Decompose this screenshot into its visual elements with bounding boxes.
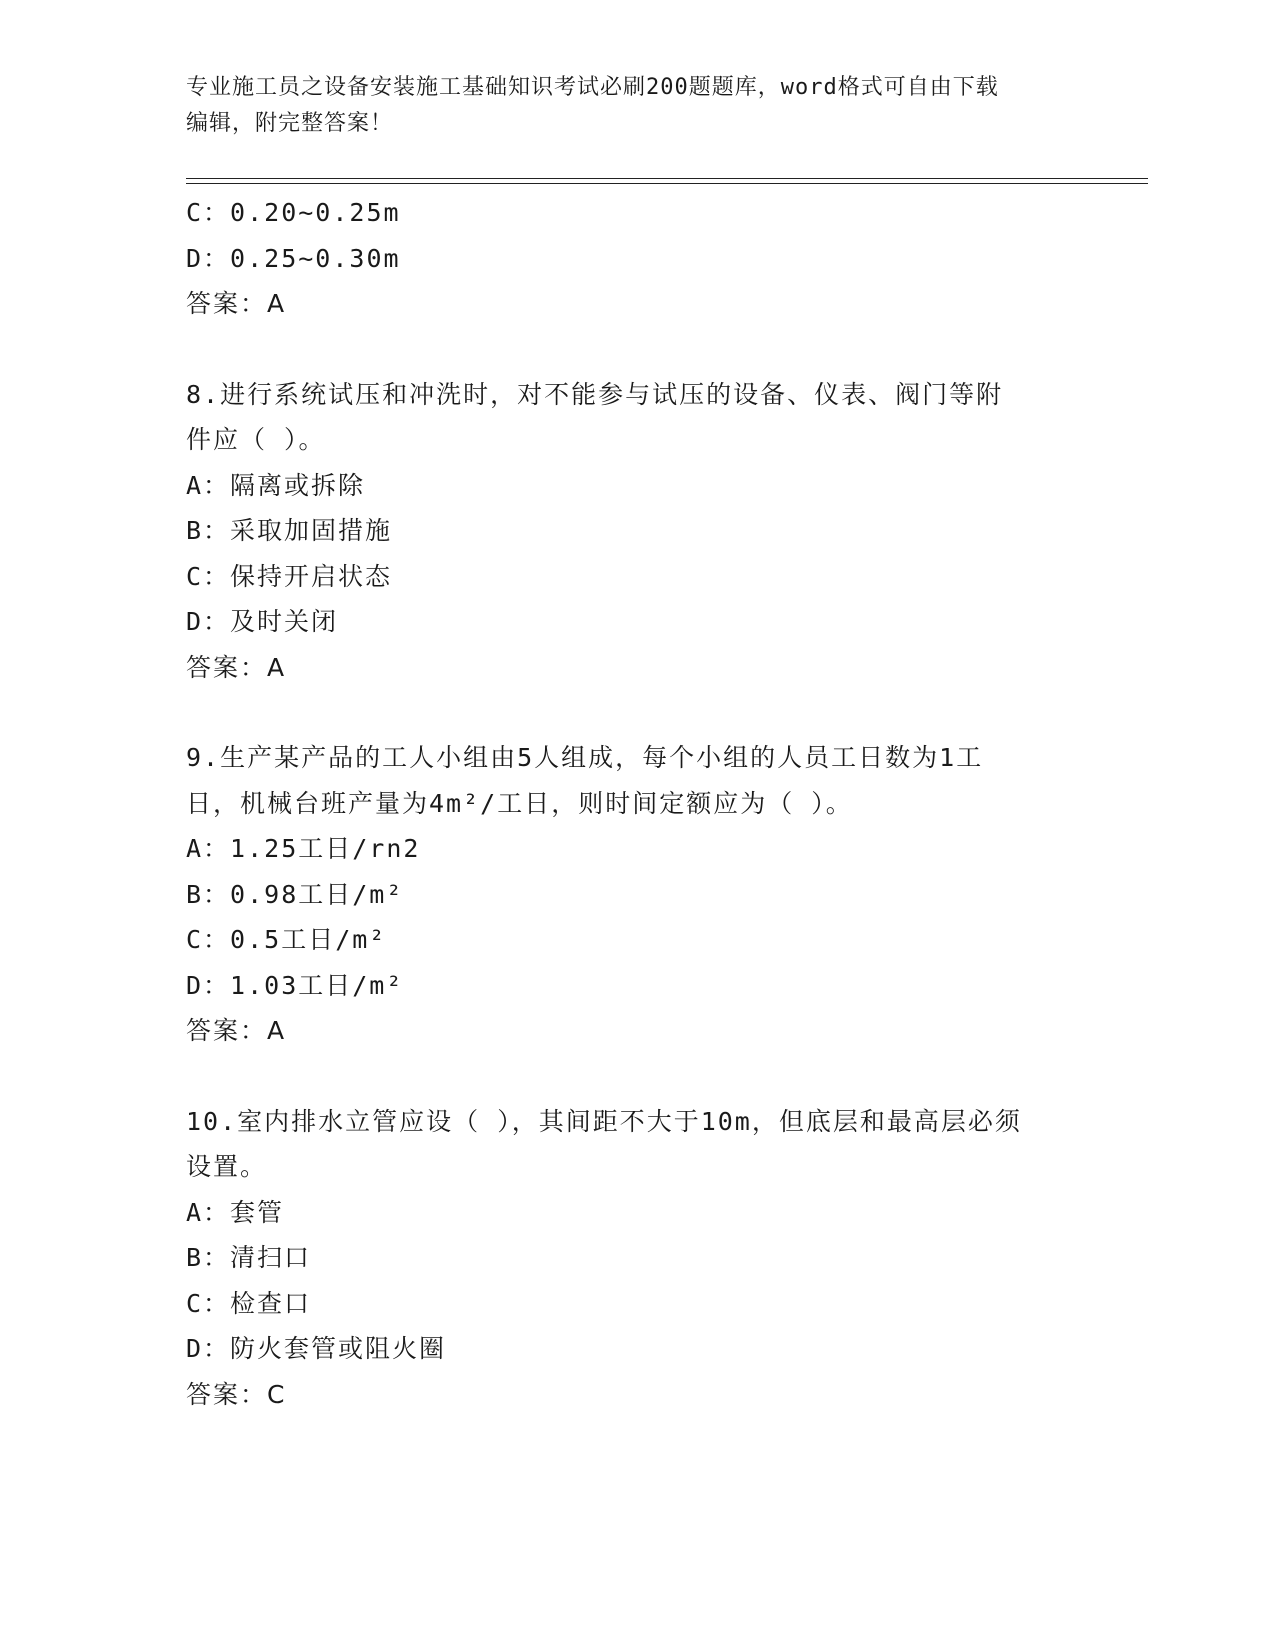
header-line-2: 编辑，附完整答案！: [186, 111, 394, 136]
question-stem: 日，机械台班产量为4m²/工日，则时间定额应为（ ）。: [186, 788, 853, 818]
option-d: D：防火套管或阻火圈: [186, 1334, 447, 1363]
option-a: A：隔离或拆除: [186, 470, 366, 500]
header-divider-top: [186, 178, 1148, 179]
option-c: C：检查口: [186, 1288, 312, 1318]
option-b: B：采取加固措施: [186, 516, 393, 545]
question-block-10: [186, 1099, 1086, 1418]
question-block-7: [186, 190, 1086, 327]
answer-line: 答案：A: [186, 652, 287, 682]
header-line-1: 专业施工员之设备安装施工基础知识考试必刷200题题库，word格式可自由下载: [186, 75, 999, 100]
answer-line: 答案：A: [186, 289, 287, 318]
option-d: D：1.03工日/m²: [186, 970, 404, 1000]
spacer: [186, 1054, 1086, 1099]
option-d: D：0.25~0.30m: [186, 243, 401, 273]
option-c: C：0.20~0.25m: [186, 198, 401, 227]
question-stem: 10.室内排水立管应设（ ），其间距不大于10m，但底层和最高层必须: [186, 1106, 1022, 1136]
question-block-8: [186, 372, 1086, 691]
question-stem: 8.进行系统试压和冲洗时，对不能参与试压的设备、仪表、阀门等附: [186, 379, 1004, 409]
option-d: D：及时关闭: [186, 607, 339, 636]
option-c: C：0.5工日/m²: [186, 925, 387, 954]
header-divider-bottom: [186, 183, 1148, 184]
question-stem: 9.生产某产品的工人小组由5人组成，每个小组的人员工日数为1工: [186, 743, 984, 772]
question-list: [186, 190, 1086, 1417]
option-a: A：1.25工日/rn2: [186, 834, 421, 863]
option-a: A：套管: [186, 1197, 285, 1227]
answer-line: 答案：C: [186, 1379, 287, 1409]
option-b: B：清扫口: [186, 1243, 312, 1272]
option-b: B：0.98工日/m²: [186, 879, 404, 909]
question-stem: 设置。: [186, 1152, 268, 1181]
document-header: [186, 70, 1066, 142]
question-block-9: [186, 735, 1086, 1054]
spacer: [186, 327, 1086, 372]
answer-line: 答案：A: [186, 1016, 287, 1045]
option-c: C：保持开启状态: [186, 561, 393, 591]
question-stem: 件应（ ）。: [186, 425, 326, 454]
spacer: [186, 690, 1086, 735]
